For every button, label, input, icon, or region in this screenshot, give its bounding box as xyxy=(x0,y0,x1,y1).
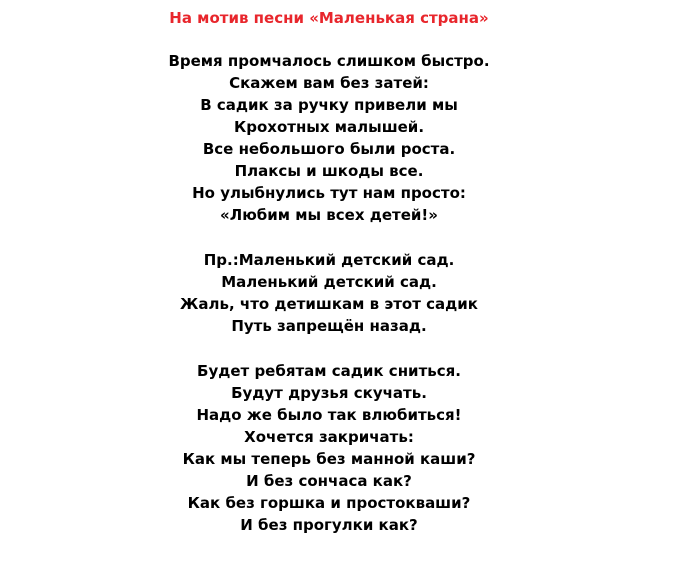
lyric-line: Все небольшого были роста. xyxy=(202,140,456,158)
chorus-line: Путь запрещён назад. xyxy=(231,317,427,335)
lyric-line: И без сончаса как? xyxy=(246,472,412,490)
chorus-line: Жаль, что детишкам в этот садик xyxy=(180,295,478,313)
lyric-line: Но улыбнулись тут нам просто: xyxy=(192,184,466,202)
lyric-line: И без прогулки как? xyxy=(240,516,418,534)
lyric-line: Будут друзья скучать. xyxy=(231,384,427,402)
lyric-line: Плаксы и шкоды все. xyxy=(234,162,424,180)
lyric-line: Время промчалось слишком быстро. xyxy=(168,52,490,70)
lyric-line: Будет ребятам садик сниться. xyxy=(197,362,461,380)
lyric-line: В садик за ручку привели мы xyxy=(200,96,458,114)
lyric-line: Как без горшка и простокваши? xyxy=(187,494,471,512)
lyric-line: Надо же было так влюбиться! xyxy=(196,406,462,424)
lyric-line: «Любим мы всех детей!» xyxy=(220,206,438,224)
chorus-line: Маленький детский сад. xyxy=(221,273,437,291)
lyric-line: Скажем вам без затей: xyxy=(229,74,429,92)
lyric-line: Хочется закричать: xyxy=(244,428,414,446)
chorus-line: Пр.:Маленький детский сад. xyxy=(203,251,455,269)
song-title: На мотив песни «Маленькая страна» xyxy=(169,9,489,27)
lyric-line: Крохотных малышей. xyxy=(233,118,425,136)
lyric-line: Как мы теперь без манной каши? xyxy=(182,450,476,468)
